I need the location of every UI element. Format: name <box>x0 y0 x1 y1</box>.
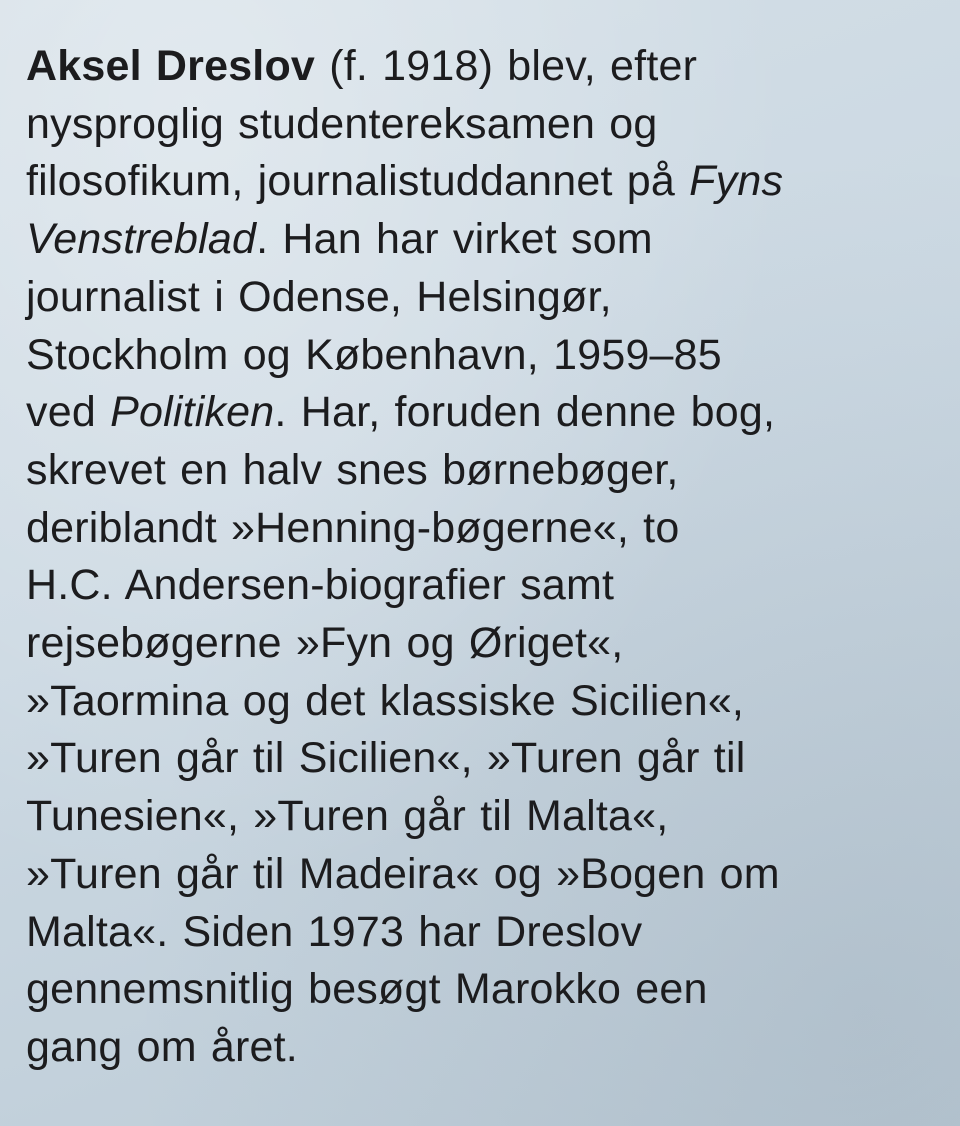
bio-line-11: rejsebøgerne »Fyn og Øriget«, <box>26 619 624 668</box>
bio-line-4-rest: . Han har virket som <box>256 215 653 264</box>
bio-line-3 <box>26 153 936 211</box>
bio-line-1 <box>26 38 936 96</box>
author-biography <box>26 38 936 1077</box>
bio-line-15: »Turen går til Madeira« og »Bogen om <box>26 849 780 898</box>
bio-line-9: deriblandt »Henning-bøgerne«, to <box>26 503 680 552</box>
bio-line-12: »Taormina og det klassiske Sicilien«, <box>26 676 745 725</box>
newspaper-title-part-2: Venstreblad <box>26 215 257 264</box>
bio-line-13: »Turen går til Sicilien«, »Turen går til <box>26 734 746 783</box>
bio-line-4 <box>26 211 936 269</box>
bio-line-10: H.C. Andersen-biografier samt <box>26 561 615 610</box>
bio-line-7-rest: . Har, foruden denne bog, <box>274 388 776 437</box>
bio-line-16: Malta«. Siden 1973 har Dreslov <box>26 907 643 956</box>
bio-line-8: skrevet en halv snes børnebøger, <box>26 445 679 494</box>
newspaper-title-part-1: Fyns <box>689 157 784 206</box>
bio-line-18: gang om året. <box>26 1022 298 1071</box>
bio-line-5: journalist i Odense, Helsingør, <box>26 272 612 321</box>
bio-line-14: Tunesien«, »Turen går til Malta«, <box>26 792 669 841</box>
bio-line-2: nysproglig studentereksamen og <box>26 99 658 148</box>
bio-line-17: gennemsnitlig besøgt Marokko een <box>26 965 708 1014</box>
author-name: Aksel Dreslov <box>26 42 316 90</box>
bio-line-6: Stockholm og København, 1959–85 <box>26 330 722 379</box>
bio-line-7 <box>26 384 936 442</box>
bio-line-7-text: ved <box>26 388 111 437</box>
bio-line-3-text: filosofikum, journalistuddannet på <box>26 157 690 206</box>
bio-line-1-rest: (f. 1918) blev, efter <box>315 42 698 90</box>
newspaper-title-politiken: Politiken <box>110 388 275 437</box>
